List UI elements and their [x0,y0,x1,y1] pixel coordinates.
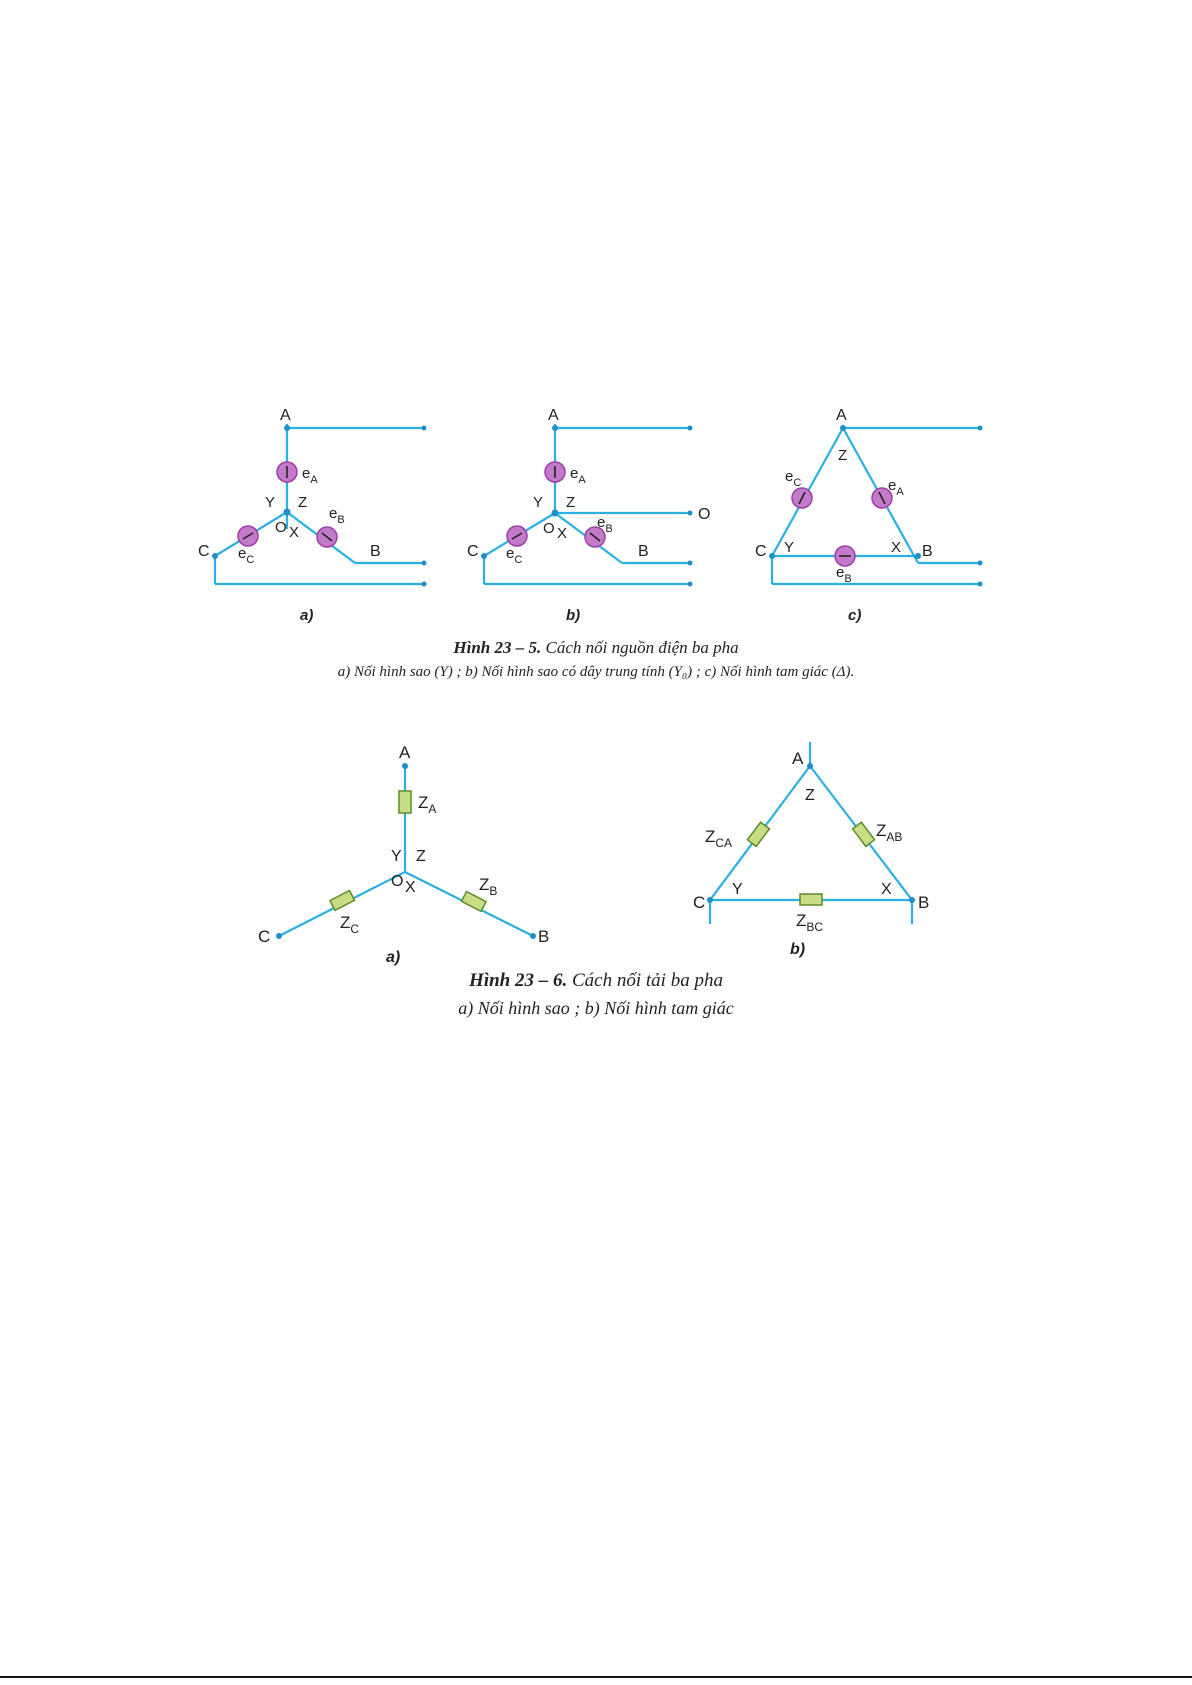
label-B: B [922,543,933,560]
label-O: O [543,520,555,537]
figure-23-5-caption [0,638,1192,658]
load-zca [747,822,769,846]
label-ec: $e_C$ [506,545,523,566]
label-zb: $Z_B$ [479,875,498,898]
load-zab [853,822,875,846]
caption-text: Cách nối tải ba pha [572,970,723,991]
label-B: B [638,543,649,560]
label-A: A [548,407,559,424]
caption-title: Hình 23 – 5. [453,638,542,657]
label-O: O [275,519,287,536]
load-zb [461,892,486,912]
label-X: X [881,881,892,898]
label-O-output: O [698,506,711,523]
label-X: X [289,524,300,541]
figure-23-6-subcaption: a) Nối hình sao ; b) Nối hình tam giác [458,998,734,1018]
label-eb: $e_B$ [836,564,852,585]
label-zca: $Z_{CA}$ [705,827,733,850]
label-A: A [399,743,411,762]
label-C: C [693,893,706,912]
fig5b-star-neutral-source [467,407,710,624]
label-ea: $e_A$ [570,465,586,486]
label-ec: $e_C$ [785,468,802,489]
caption-text: Cách nối nguồn điện ba pha [545,638,739,657]
label-zbc: $Z_{BC}$ [796,911,824,934]
label-eb: $e_B$ [329,505,345,526]
label-Z: Z [566,494,576,511]
label-X: X [891,539,902,556]
label-C: C [755,543,767,560]
label-A: A [280,407,291,424]
label-Y: Y [391,848,402,865]
label-Y: Y [784,539,795,556]
fig6a-star-load [258,743,549,966]
load-za [399,791,411,813]
label-eb: $e_B$ [597,514,613,535]
label-zc: $Z_C$ [340,913,360,936]
fig5c-delta-source [755,407,983,624]
figure-23-5-subcaption: a) Nối hình sao (Y) ; b) Nối hình sao có dây trung tính (Y₀) ; c) Nối hình tam giác (Δ). [337,664,855,680]
fig6b-delta-load [693,742,929,958]
label-C: C [198,543,210,560]
subfig-label: a) [300,607,314,624]
label-Z: Z [298,494,308,511]
label-X: X [405,879,416,896]
label-B: B [538,927,550,946]
label-zab: $Z_{AB}$ [876,821,903,844]
subfig-label: b) [790,941,806,958]
label-O: O [391,873,404,890]
label-X: X [557,525,568,542]
load-zbc [800,894,822,905]
subfig-label: c) [848,607,862,624]
label-Y: Y [533,494,544,511]
label-ec: $e_C$ [238,545,255,566]
label-Z: Z [838,447,848,464]
label-A: A [792,749,804,768]
label-Y: Y [732,881,743,898]
label-Y: Y [265,494,276,511]
label-za: $Z_A$ [418,793,437,816]
label-Z: Z [805,787,815,804]
label-Z: Z [416,848,426,865]
figure-23-6-caption [0,970,1192,992]
label-ea: $e_A$ [302,465,318,486]
subfig-label: b) [566,607,581,624]
label-C: C [258,927,271,946]
label-C: C [467,543,479,560]
subfig-label: a) [386,949,401,966]
caption-title: Hình 23 – 6. [469,970,568,991]
fig5a-star-source [198,407,427,624]
label-B: B [370,543,381,560]
load-zc [330,891,355,911]
label-A: A [836,407,847,424]
page-bottom-rule [0,1676,1192,1678]
label-B: B [918,893,930,912]
label-ea: $e_A$ [888,477,904,498]
